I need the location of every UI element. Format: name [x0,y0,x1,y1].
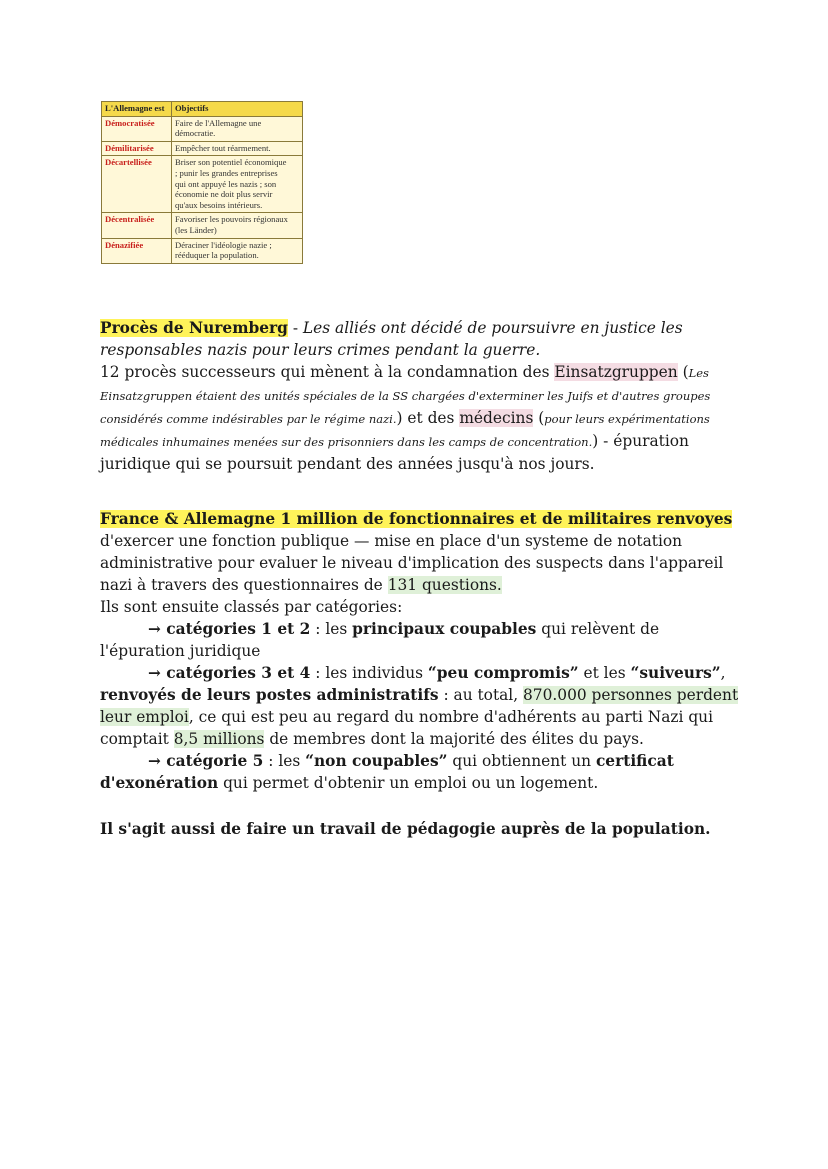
nuremberg-title: Procès de Nuremberg [100,319,288,337]
france-body: d'exercer une fonction publique — mise en place d'un systeme de notation administrative pour evaluer le niveau d'implication des suspects dans l'appareil nazi à travers des questionnaires de [100,532,724,594]
table-header-cell: L'Allemagne est [102,102,172,117]
category-5-label: → catégorie 5 [148,752,264,770]
conclusion: Il s'agit aussi de faire un travail de pédagogie auprès de la population. [100,820,711,838]
table-header-cell: Objectifs [172,102,303,117]
france-title: France & Allemagne 1 million de fonctionnaires et de militaires renvoyes [100,510,733,528]
category-12 [100,618,740,662]
table-row [102,141,303,156]
text: , [720,664,726,682]
einsatzgruppen-term: Einsatzgruppen [554,363,678,381]
category-34-label: → catégories 3 et 4 [148,664,311,682]
suiveurs: “suiveurs” [630,664,721,682]
nuremberg-paragraph [100,317,740,361]
principal-culprits: principaux coupables [352,620,537,638]
table-header-row [102,102,303,117]
table-term: Dénazifiée [102,238,172,263]
text: , ce qui est peu au regard du nombre d'adhérents au parti Nazi qui comptait [100,708,714,748]
table-term: Démocratisée [102,116,172,141]
table-term: Décentralisée [102,213,172,238]
text: qui permet d'obtenir un emploi ou un logement. [218,774,599,792]
nuremberg-trials-paragraph: 12 procès successeurs qui mènent à la condamnation des Einsatzgruppen (Les Einsatzgruppen étaient des unités spéciales de la SS chargées d'exterminer les Juifs et d'autres groupes considérés comme indésirables par le régime nazi.) et des médecins (pour leurs expérimentations médicales inhumaines menées sur des prisonniers dans les camps de concentration.) - épuration juridique qui se poursuit pendant des années jusqu'à nos jours. [100,363,711,473]
einsatzgruppen-note: Les Einsatzgruppen étaient des unités spéciales de la SS chargées d'exterminer les Juifs et d'autres groupes considérés comme indésirables par le régime nazi. [100,366,711,426]
nuremberg-intro: Les alliés ont décidé de poursuivre en justice les responsables nazis pour leurs crimes pendant la guerre. [100,319,683,359]
table-row [102,213,303,238]
medecins-note: pour leurs expérimentations médicales inhumaines menées sur des prisonniers dans les camps de concentration. [100,412,710,449]
france-section [100,508,740,794]
peu-compromis: “peu compromis” [427,664,579,682]
non-coupables: “non coupables” [305,752,448,770]
category-34 [100,662,740,750]
dash: - [287,319,303,337]
text: : les individus [310,664,428,682]
questions-count: 131 questions. [387,576,502,594]
category-12-label: → catégories 1 et 2 [148,620,311,638]
and-text: et des [402,409,460,427]
category-5 [100,750,740,794]
france-paragraph [100,508,740,596]
dismissed: renvoyés de leurs postes administratifs [100,686,439,704]
certificate: certificat d'exonération [100,752,674,792]
text: : les [310,620,353,638]
table-row [102,116,303,141]
medecins-term: médecins [459,409,534,427]
text: : les [263,752,306,770]
text: qui relèvent de l'épuration juridique [100,620,660,660]
trials-text: 12 procès successeurs qui mènent à la condamnation des [100,363,555,381]
table-objective: Déraciner l'idéologie nazie ; rééduquer la population. [172,238,303,263]
table-row [102,156,303,213]
classes-line: Ils sont ensuite classés par catégories: [100,598,403,616]
table-term: Décartellisée [102,156,172,213]
text: : au total, [438,686,524,704]
text: et les [578,664,631,682]
purge-text: - épuration juridique qui se poursuit pendant des années jusqu'à nos jours. [100,432,689,473]
objectives-table [101,101,303,264]
table-objective: Favoriser les pouvoirs régionaux (les Länder) [172,213,303,238]
table-objective: Briser son potentiel économique ; punir les grandes entreprises qui ont appuyé les nazis ; son économie ne doit plus servir qu'aux besoins intérieurs. [172,156,303,213]
table-term: Démilitarisée [102,141,172,156]
conclusion-section [100,818,740,840]
table-objective: Faire de l'Allemagne une démocratie. [172,116,303,141]
text: de membres dont la majorité des élites du pays. [264,730,644,748]
jobs-lost: 870.000 personnes perdent leur emploi [100,686,739,726]
table-objective: Empêcher tout réarmement. [172,141,303,156]
nuremberg-section [100,317,740,475]
text: qui obtiennent un [447,752,596,770]
party-members: 8,5 millions [173,730,265,748]
table-row [102,238,303,263]
